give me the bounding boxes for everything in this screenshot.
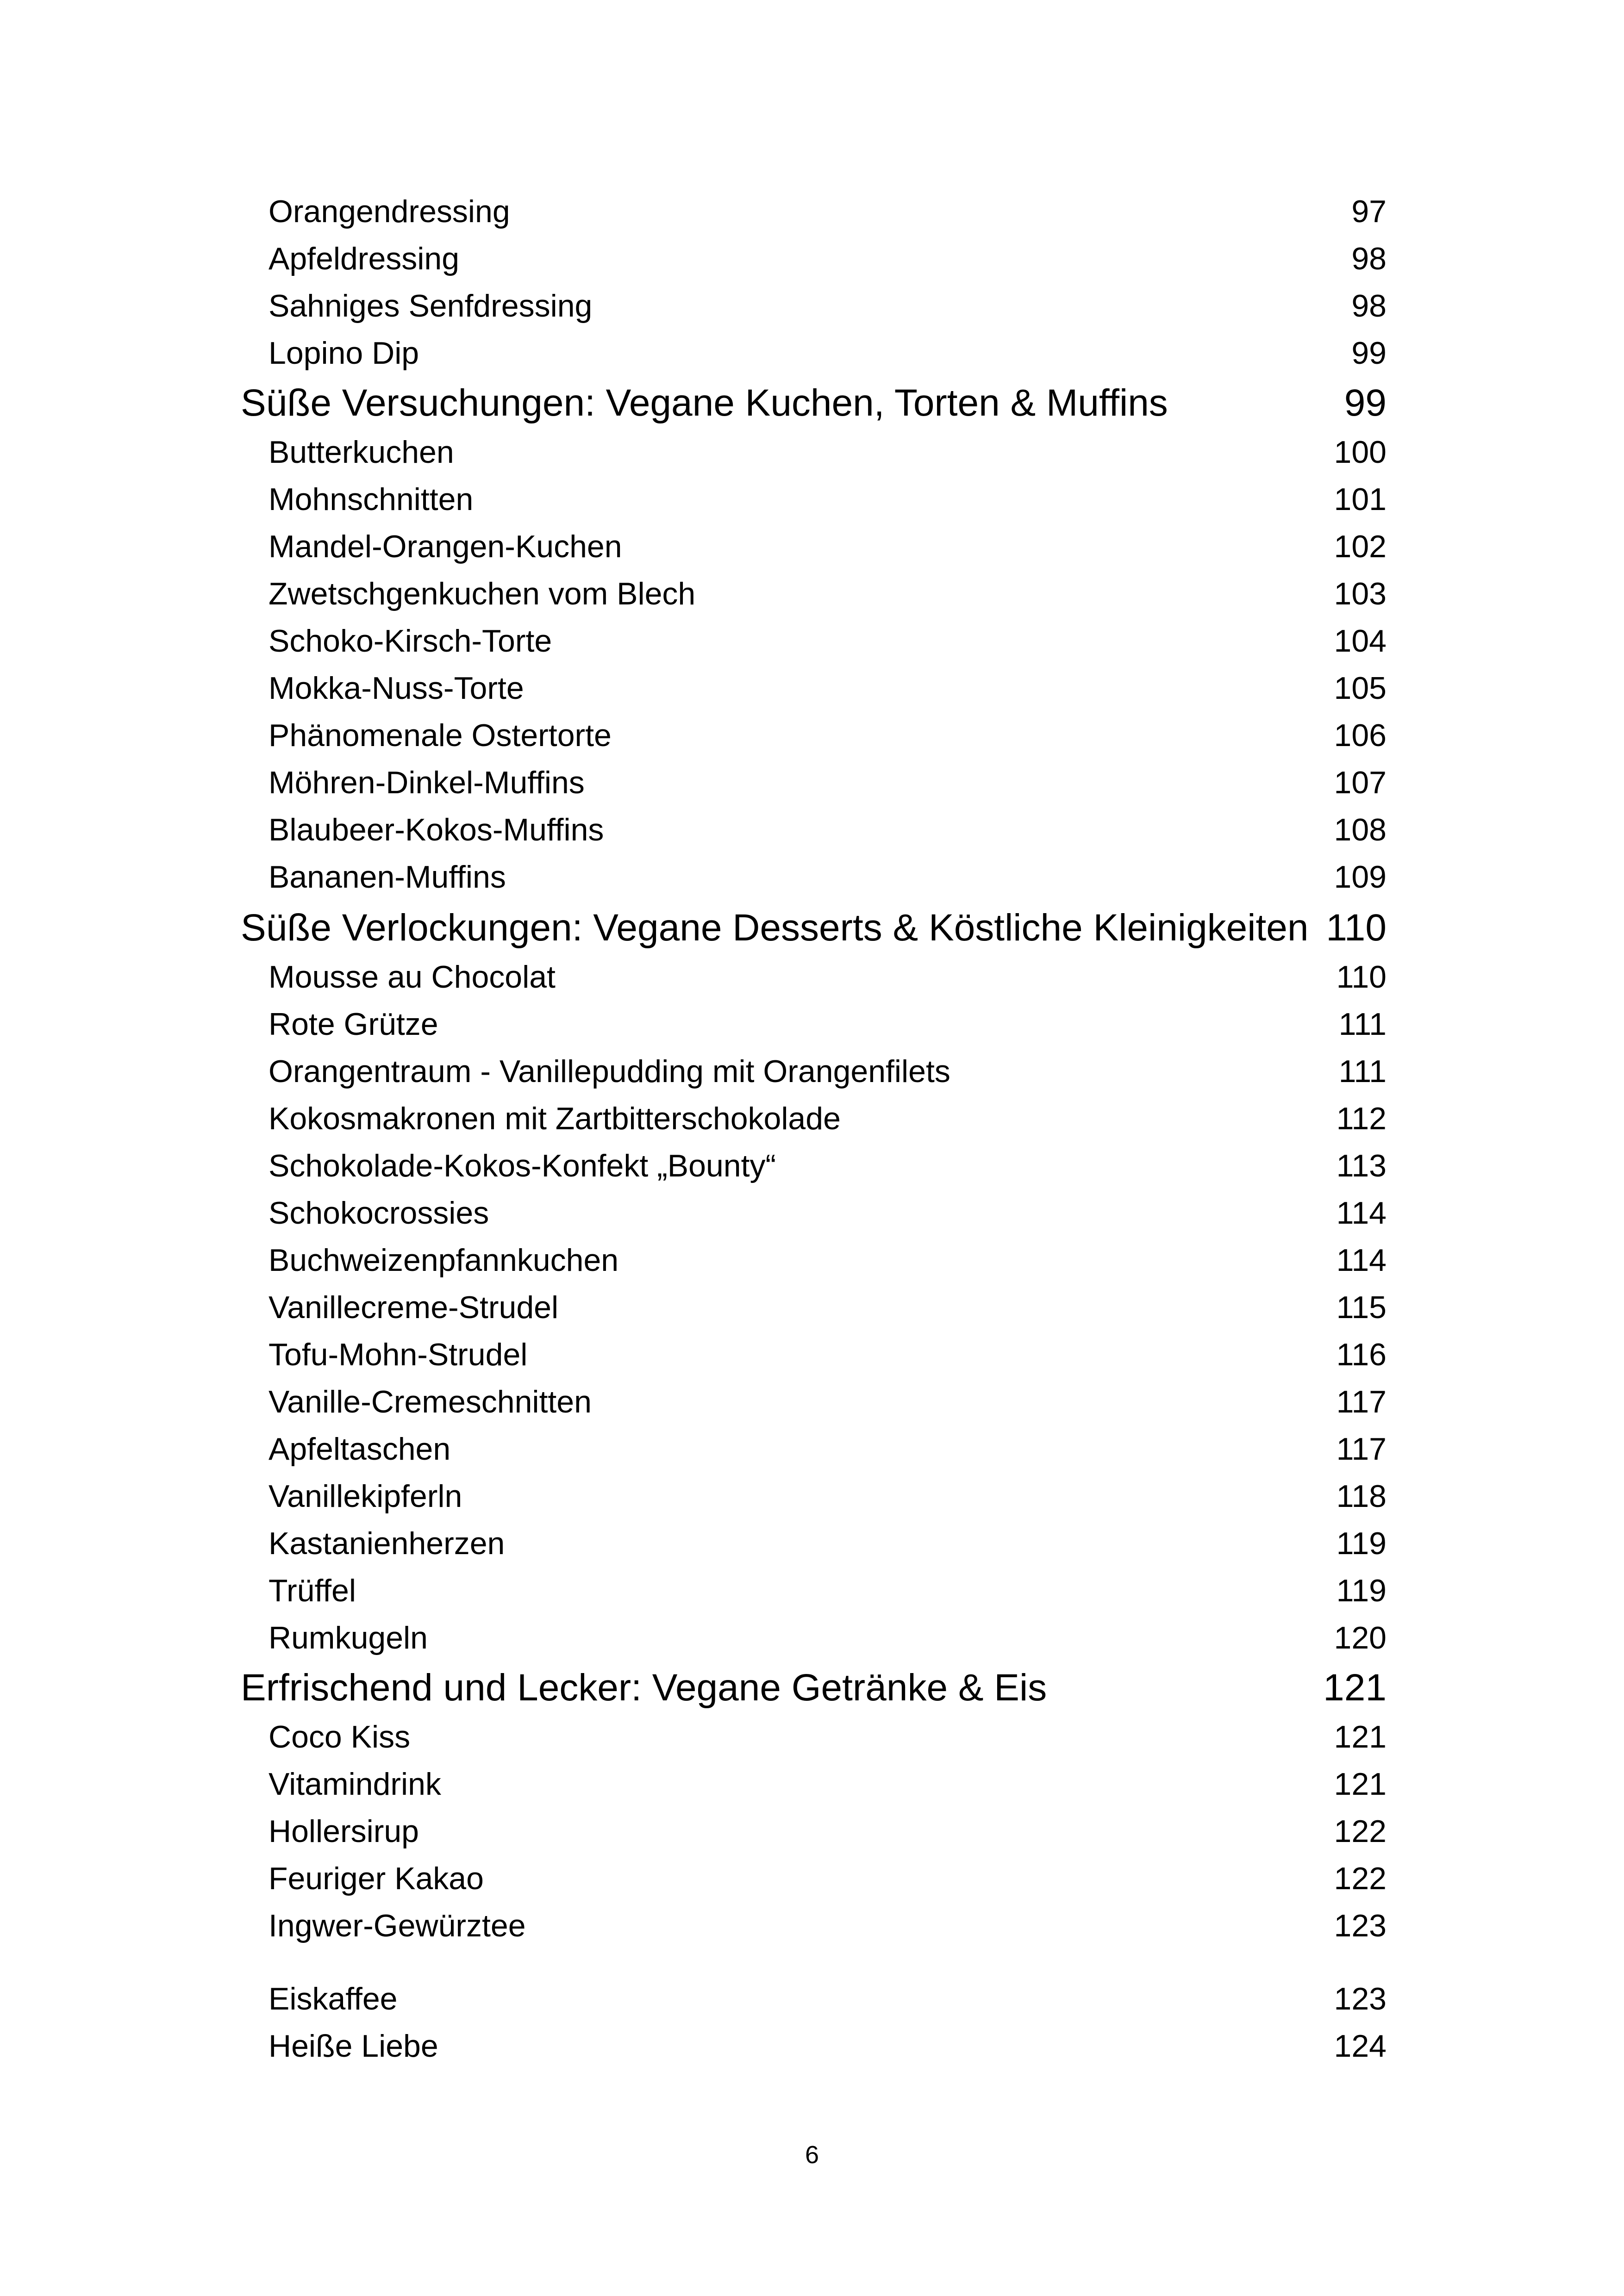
toc-title: Möhren-Dinkel-Muffins (269, 765, 585, 800)
toc-title: Apfeltaschen (269, 1431, 451, 1467)
toc-entry (241, 1719, 1387, 1755)
toc-title: Lopino Dip (269, 336, 419, 371)
toc-entry (241, 959, 1387, 995)
toc-entry (241, 1860, 1387, 1897)
toc-page-number: 105 (1334, 671, 1387, 706)
toc-entry (241, 1813, 1387, 1849)
toc-title: Vanille-Cremeschnitten (269, 1384, 592, 1419)
toc-page-number: 104 (1334, 623, 1387, 659)
toc-page-number: 101 (1334, 482, 1387, 517)
toc-page-number: 123 (1334, 1908, 1387, 1943)
toc-title: Apfeldressing (269, 241, 460, 276)
toc-page-number: 121 (1334, 1719, 1387, 1755)
toc-page-number: 109 (1334, 859, 1387, 895)
toc-chapter (241, 1666, 1387, 1710)
toc-page-number: 108 (1334, 812, 1387, 847)
toc-page-number: 122 (1334, 1814, 1387, 1849)
toc-page-number: 119 (1336, 1526, 1387, 1561)
toc-entry (241, 812, 1387, 848)
toc-page-number: 115 (1336, 1290, 1387, 1325)
toc-title: Orangentraum - Vanillepudding mit Orangenfilets (269, 1054, 950, 1089)
toc-entry (241, 2028, 1387, 2064)
toc-page-number: 107 (1334, 765, 1387, 800)
toc-entry (241, 1006, 1387, 1042)
toc-title: Kastanienherzen (269, 1526, 505, 1561)
toc-title: Butterkuchen (269, 435, 454, 470)
toc-title: Mandel-Orangen-Kuchen (269, 529, 622, 564)
toc-title: Schokocrossies (269, 1195, 489, 1231)
toc-entry (241, 481, 1387, 517)
toc-entry (241, 717, 1387, 753)
toc-page-number: 98 (1351, 241, 1387, 276)
toc-page-number: 121 (1334, 1767, 1387, 1802)
toc-page-number: 110 (1326, 907, 1387, 949)
table-of-contents (241, 0, 1387, 2296)
toc-title: Tofu-Mohn-Strudel (269, 1337, 528, 1372)
toc-entry (241, 1337, 1387, 1373)
toc-title: Mousse au Chocolat (269, 959, 556, 995)
toc-title: Vanillecreme-Strudel (269, 1290, 559, 1325)
toc-title: Schoko-Kirsch-Torte (269, 623, 552, 659)
toc-title: Feuriger Kakao (269, 1861, 484, 1896)
toc-entry (241, 241, 1387, 277)
toc-entry (241, 1525, 1387, 1562)
toc-title: Mohnschnitten (269, 482, 474, 517)
toc-title: Coco Kiss (269, 1719, 411, 1755)
toc-entry (241, 1981, 1387, 2017)
toc-entry (241, 1431, 1387, 1467)
toc-page-number: 100 (1334, 435, 1387, 470)
toc-page-number: 114 (1336, 1243, 1387, 1278)
toc-title: Blaubeer-Kokos-Muffins (269, 812, 604, 847)
toc-page-number: 114 (1336, 1195, 1387, 1231)
toc-entry (241, 859, 1387, 895)
toc-entry (241, 335, 1387, 371)
toc-entry (241, 1289, 1387, 1325)
toc-title: Süße Verlockungen: Vegane Desserts & Köstliche Kleinigkeiten (241, 907, 1309, 949)
toc-entry (241, 529, 1387, 565)
toc-entry (241, 288, 1387, 324)
toc-page-number: 110 (1336, 959, 1387, 995)
toc-entry (241, 1242, 1387, 1278)
toc-entry (241, 434, 1387, 470)
toc-entry (241, 1573, 1387, 1609)
toc-entry (241, 1766, 1387, 1802)
toc-title: Ingwer-Gewürztee (269, 1908, 526, 1943)
toc-title: Heiße Liebe (269, 2028, 438, 2064)
toc-page-number: 103 (1334, 576, 1387, 611)
toc-page-number: 106 (1334, 718, 1387, 753)
toc-page-number: 111 (1338, 1054, 1387, 1089)
toc-entry (241, 1478, 1387, 1514)
toc-entry (241, 1148, 1387, 1184)
toc-page-number: 121 (1323, 1667, 1387, 1709)
toc-page-number: 102 (1334, 529, 1387, 564)
toc-title: Trüffel (269, 1573, 356, 1608)
toc-page-number: 97 (1351, 194, 1387, 229)
toc-entry (241, 623, 1387, 659)
toc-page-number: 124 (1334, 2028, 1387, 2064)
toc-page-number: 119 (1336, 1573, 1387, 1608)
toc-title: Rote Grütze (269, 1007, 438, 1042)
toc-page-number: 122 (1334, 1861, 1387, 1896)
toc-title: Bananen-Muffins (269, 859, 506, 895)
toc-title: Sahniges Senfdressing (269, 288, 593, 324)
toc-title: Phänomenale Ostertorte (269, 718, 612, 753)
toc-page-number: 117 (1336, 1384, 1387, 1419)
toc-page-number: 120 (1334, 1620, 1387, 1655)
toc-entry (241, 1908, 1387, 1944)
toc-entry (241, 576, 1387, 612)
toc-page-number: 116 (1336, 1337, 1387, 1372)
toc-page-number: 117 (1336, 1431, 1387, 1467)
toc-title: Hollersirup (269, 1814, 419, 1849)
toc-title: Vanillekipferln (269, 1479, 462, 1514)
toc-entry (241, 1384, 1387, 1420)
toc-title: Erfrischend und Lecker: Vegane Getränke & Eis (241, 1667, 1047, 1709)
toc-page-number: 111 (1338, 1007, 1387, 1042)
toc-entry (241, 1101, 1387, 1137)
toc-title: Eiskaffee (269, 1981, 398, 2016)
toc-entry (241, 1053, 1387, 1089)
toc-page-number: 99 (1344, 382, 1387, 424)
toc-entry (241, 1620, 1387, 1656)
page-number: 6 (805, 2141, 819, 2169)
toc-title: Rumkugeln (269, 1620, 428, 1655)
toc-title: Kokosmakronen mit Zartbitterschokolade (269, 1101, 841, 1136)
toc-page-number: 99 (1351, 336, 1387, 371)
toc-entry (241, 1195, 1387, 1231)
toc-title: Orangendressing (269, 194, 510, 229)
toc-chapter (241, 906, 1387, 950)
toc-title: Zwetschgenkuchen vom Blech (269, 576, 696, 611)
toc-entry (241, 670, 1387, 706)
toc-title: Süße Versuchungen: Vegane Kuchen, Torten & Muffins (241, 382, 1168, 424)
toc-page-number: 123 (1334, 1981, 1387, 2016)
toc-chapter (241, 381, 1387, 425)
toc-entry (241, 193, 1387, 230)
toc-page-number: 98 (1351, 288, 1387, 324)
toc-title: Vitamindrink (269, 1767, 441, 1802)
toc-title: Buchweizenpfannkuchen (269, 1243, 619, 1278)
toc-title: Mokka-Nuss-Torte (269, 671, 524, 706)
toc-entry (241, 765, 1387, 801)
toc-title: Schokolade-Kokos-Konfekt „Bounty“ (269, 1148, 776, 1183)
toc-page-number: 118 (1336, 1479, 1387, 1514)
toc-page-number: 112 (1336, 1101, 1387, 1136)
toc-page-number: 113 (1336, 1148, 1387, 1183)
